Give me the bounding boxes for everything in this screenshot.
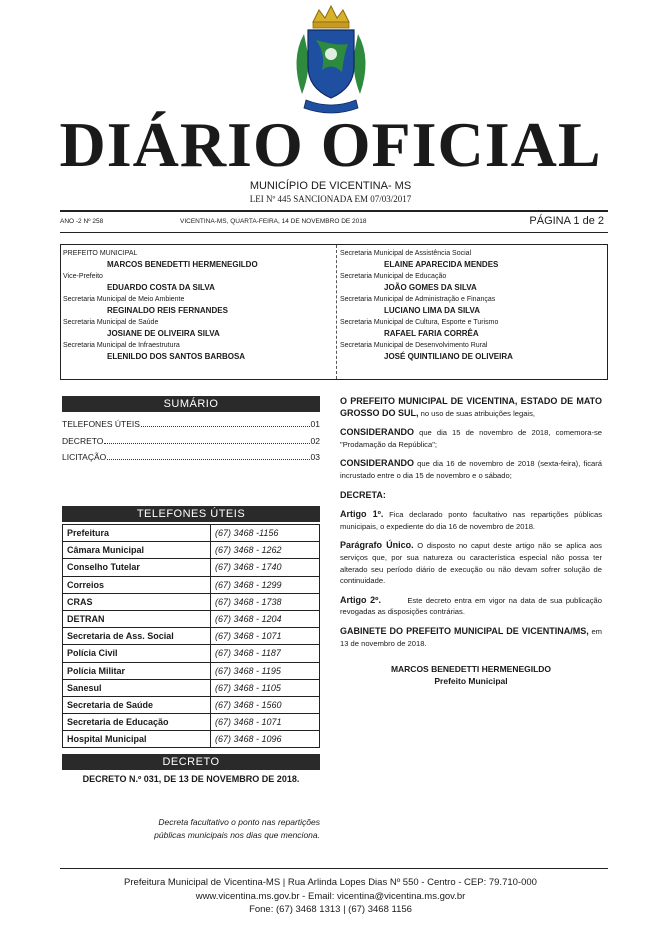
table-row bbox=[63, 679, 320, 696]
artigo-2-text: Este decreto entra em vigor na data de sua publicação revogadas as disposições contrárias. bbox=[340, 595, 605, 617]
org-name: Secretaria de Educação bbox=[63, 714, 211, 731]
org-name: Correios bbox=[63, 576, 211, 593]
official-name: LUCIANO LIMA DA SILVA bbox=[384, 306, 480, 315]
footer-address: Prefeitura Municipal de Vicentina-MS | Rua Arlinda Lopes Dias Nº 550 - Centro - CEP: 79.710-000 bbox=[124, 877, 537, 888]
table-row bbox=[63, 593, 320, 610]
official-role: Secretaria Municipal de Desenvolvimento Rural bbox=[340, 342, 488, 349]
officials-box bbox=[60, 244, 608, 380]
paragrafo-unico-bold: Parágrafo Único. bbox=[340, 540, 414, 551]
org-name: CRAS bbox=[63, 593, 211, 610]
official-name: EDUARDO COSTA DA SILVA bbox=[107, 283, 215, 292]
signer-role: Prefeito Municipal bbox=[434, 676, 508, 687]
table-row bbox=[63, 628, 320, 645]
decree-intro-bold: O PREFEITO MUNICIPAL DE VICENTINA, ESTADO DE MATO GROSSO DO SUL, bbox=[340, 396, 602, 418]
header-rule-top bbox=[60, 210, 608, 212]
table-row bbox=[63, 542, 320, 559]
publication-date: VICENTINA-MS, QUARTA-FEIRA, 14 DE NOVEMBRO DE 2018 bbox=[180, 218, 367, 225]
org-name: Prefeitura bbox=[63, 525, 211, 542]
toc-item[interactable] bbox=[62, 416, 320, 433]
toc-item-page: 02 bbox=[310, 435, 320, 446]
toc-leader-dots bbox=[107, 459, 309, 460]
official-role: Secretaria Municipal de Infraestrutura bbox=[63, 342, 180, 349]
artigo-1-text: Fica declarado ponto facultativo nas repartições públicas municipais, o expediente do dia 16 de novembro de 2018. bbox=[340, 510, 602, 531]
table-row bbox=[63, 610, 320, 627]
phone-number: (67) 3468 - 1096 bbox=[211, 731, 320, 748]
municipality-name: MUNICÍPIO DE VICENTINA- MS bbox=[249, 180, 412, 192]
artigo-2 bbox=[340, 594, 605, 618]
table-row bbox=[63, 559, 320, 576]
officials-right-column bbox=[340, 249, 606, 364]
phone-number: (67) 3468 - 1071 bbox=[211, 628, 320, 645]
official-role: Secretaria Municipal de Saúde bbox=[63, 319, 159, 326]
page-number: PÁGINA 1 de 2 bbox=[529, 215, 604, 227]
gabinete-bold: GABINETE DO PREFEITO MUNICIPAL DE VICENTINA/MS, bbox=[340, 625, 589, 636]
considerando-1 bbox=[340, 427, 602, 450]
official-role: Secretaria Municipal de Assistência Social bbox=[340, 250, 472, 257]
official-name: JOSIANE DE OLIVEIRA SILVA bbox=[107, 329, 220, 338]
official-role: PREFEITO MUNICIPAL bbox=[63, 250, 138, 257]
artigo-1-bold: Artigo 1º. bbox=[340, 509, 384, 520]
phone-number: (67) 3468 - 1105 bbox=[211, 679, 320, 696]
toc-item[interactable] bbox=[62, 449, 320, 466]
phone-number: (67) 3468 - 1740 bbox=[211, 559, 320, 576]
artigo-2-bold: Artigo 2º. bbox=[340, 594, 381, 605]
table-of-contents bbox=[62, 416, 320, 466]
sumario-banner: SUMÁRIO bbox=[62, 396, 320, 412]
table-row bbox=[63, 525, 320, 542]
edition-number: ANO -2 Nº 258 bbox=[60, 218, 104, 225]
paragrafo-unico-text: O disposto no caput deste artigo não se aplica aos serviços que, por sua natureza ou característica especial não possa ter alterado seu período diário de execução ou não devam sofrer solução de continuidade. bbox=[340, 541, 602, 586]
decreta-label: DECRETA: bbox=[340, 489, 386, 500]
toc-item-page: 01 bbox=[310, 419, 320, 429]
gabinete-text: em 13 de novembro de 2018. bbox=[340, 626, 602, 648]
official-role: Secretaria Municipal de Cultura, Esporte e Turismo bbox=[340, 319, 499, 326]
gabinete-line bbox=[340, 626, 602, 649]
table-row bbox=[63, 696, 320, 713]
page-footer bbox=[0, 876, 661, 917]
considerando-1-bold: CONSIDERANDO bbox=[340, 427, 415, 438]
phone-directory-table bbox=[62, 524, 320, 748]
org-name: Secretaria de Ass. Social bbox=[63, 628, 211, 645]
signer-name: MARCOS BENEDETTI HERMENEGILDO bbox=[390, 664, 552, 675]
org-name: DETRAN bbox=[63, 610, 211, 627]
masthead-title: DIÁRIO OFICIAL bbox=[59, 109, 602, 180]
org-name: Polícia Civil bbox=[63, 645, 211, 662]
decree-intro-text: no uso de suas atribuições legais, bbox=[418, 408, 536, 418]
phone-number: (67) 3468 -1156 bbox=[211, 525, 320, 542]
org-name: Câmara Municipal bbox=[63, 542, 211, 559]
phone-number: (67) 3468 - 1299 bbox=[211, 576, 320, 593]
toc-leader-dots bbox=[141, 426, 310, 427]
phone-number: (67) 3468 - 1071 bbox=[211, 714, 320, 731]
law-reference: LEI Nº 445 SANCIONADA EM 07/03/2017 bbox=[249, 194, 412, 204]
considerando-2 bbox=[340, 458, 602, 481]
decree-body bbox=[340, 396, 605, 687]
org-name: Hospital Municipal bbox=[63, 731, 211, 748]
official-name: ELAINE APARECIDA MENDES bbox=[384, 260, 499, 269]
phone-number: (67) 3468 - 1560 bbox=[211, 696, 320, 713]
official-name: MARCOS BENEDETTI HERMENEGILDO bbox=[107, 260, 258, 269]
org-name: Sanesul bbox=[63, 679, 211, 696]
phone-number: (67) 3468 - 1195 bbox=[211, 662, 320, 679]
table-row bbox=[63, 645, 320, 662]
toc-leader-dots bbox=[104, 443, 309, 444]
table-row bbox=[63, 731, 320, 748]
officials-left-column bbox=[63, 249, 333, 364]
footer-phones: Fone: (67) 3468 1313 | (67) 3468 1156 bbox=[249, 904, 412, 915]
decree-summary: Decreta facultativo o ponto nas repartições públicas municipais nos dias que menciona. bbox=[154, 817, 320, 840]
considerando-2-bold: CONSIDERANDO bbox=[340, 458, 415, 469]
official-role: Secretaria Municipal de Administração e Finanças bbox=[340, 296, 496, 303]
decree-intro bbox=[340, 396, 602, 419]
header-rule-bottom bbox=[60, 232, 608, 233]
official-role: Vice-Prefeito bbox=[63, 273, 103, 280]
decreta-heading bbox=[340, 490, 602, 502]
telefones-banner: TELEFONES ÚTEIS bbox=[62, 506, 320, 522]
org-name: Secretaria de Saúde bbox=[63, 696, 211, 713]
signature-block bbox=[340, 663, 602, 687]
phone-number: (67) 3468 - 1738 bbox=[211, 593, 320, 610]
considerando-2-text: que dia 16 de novembro de 2018 (sexta-feira), ficará incrustado entre o dia 15 de novembro e o sábado; bbox=[340, 459, 602, 480]
toc-item-label: DECRETO bbox=[62, 435, 104, 446]
official-name: REGINALDO REIS FERNANDES bbox=[107, 306, 228, 315]
phone-number: (67) 3468 - 1187 bbox=[211, 645, 320, 662]
table-row bbox=[63, 714, 320, 731]
footer-web-email: www.vicentina.ms.gov.br - Email: vicentina@vicentina.ms.gov.br bbox=[195, 890, 466, 902]
official-role: Secretaria Municipal de Meio Ambiente bbox=[63, 296, 185, 303]
artigo-1 bbox=[340, 509, 602, 532]
toc-item-label: LICITAÇÃO bbox=[62, 452, 107, 462]
phone-number: (67) 3468 - 1262 bbox=[211, 542, 320, 559]
footer-rule bbox=[60, 868, 608, 869]
decree-number: DECRETO N.º 031, DE 13 DE NOVEMBRO DE 2018. bbox=[82, 774, 300, 784]
official-name: ELENILDO DOS SANTOS BARBOSA bbox=[107, 352, 246, 361]
considerando-1-text: que dia 15 de novembro de 2018, comemora-se "Prodamação da República"; bbox=[340, 428, 602, 449]
toc-item[interactable] bbox=[62, 433, 320, 450]
official-name: RAFAEL FARIA CORRÊA bbox=[384, 329, 479, 338]
org-name: Conselho Tutelar bbox=[63, 559, 211, 576]
official-role: Secretaria Municipal de Educação bbox=[340, 273, 447, 280]
toc-item-page: 03 bbox=[310, 452, 320, 462]
paragrafo-unico bbox=[340, 540, 602, 586]
toc-item-label: TELEFONES ÚTEIS bbox=[62, 419, 140, 429]
edition-info-bar bbox=[60, 214, 608, 232]
org-name: Polícia Militar bbox=[63, 662, 211, 679]
phone-number: (67) 3468 - 1204 bbox=[211, 610, 320, 627]
official-name: JOSÉ QUINTILIANO DE OLIVEIRA bbox=[384, 352, 513, 361]
table-row bbox=[63, 576, 320, 593]
municipal-coat-of-arms bbox=[286, 4, 376, 120]
official-name: JOÃO GOMES DA SILVA bbox=[384, 283, 477, 292]
decreto-banner: DECRETO bbox=[62, 754, 320, 770]
table-row bbox=[63, 662, 320, 679]
